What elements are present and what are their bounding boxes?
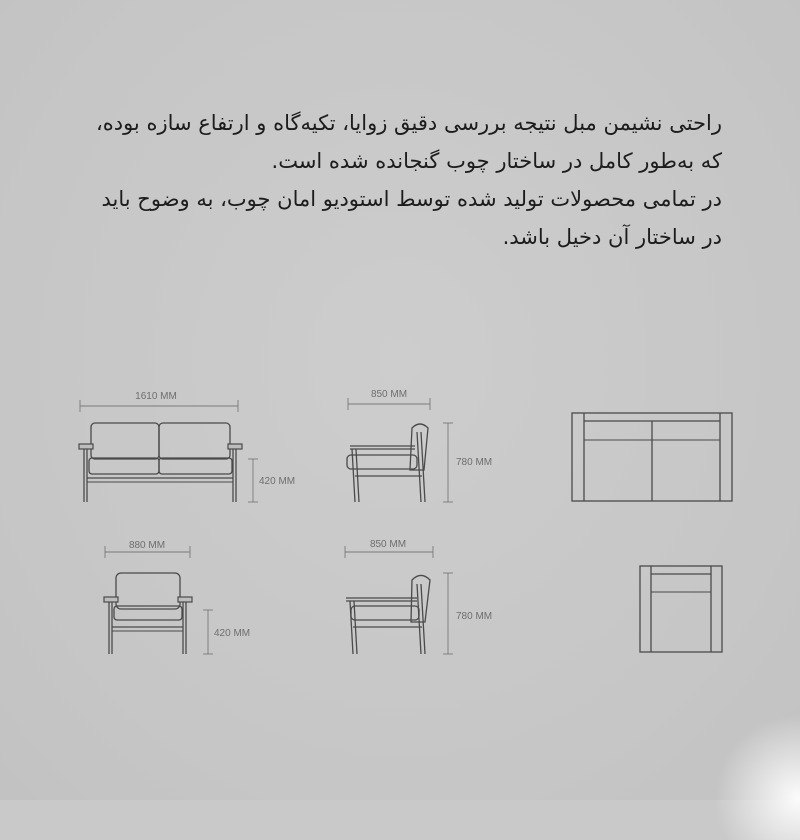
sofa-depth-label: 850 MM bbox=[370, 389, 408, 400]
description-line-1: راحتی نشیمن مبل نتیجه بررسی دقیق زوایا، تکیه‌گاه و ارتفاع سازه بوده، bbox=[95, 111, 722, 135]
description-line-3: در تمامی محصولات تولید شده توسط استودیو امان چوب، به وضوح باید bbox=[101, 187, 722, 211]
chair-top-view bbox=[640, 566, 722, 652]
chair-width-label: 880 MM bbox=[128, 540, 166, 551]
sofa-width-label: 1610 MM bbox=[135, 391, 177, 402]
chair-front-view bbox=[104, 540, 250, 654]
sofa-top-view bbox=[572, 413, 732, 501]
sofa-side-view bbox=[347, 389, 492, 502]
sofa-height-label: 780 MM bbox=[456, 457, 493, 468]
description-line-2: که به‌طور کامل در ساختار چوب گنجانده شده است. bbox=[271, 149, 722, 173]
description-line-4: در ساختار آن دخیل باشد. bbox=[502, 225, 722, 249]
sofa-seat-height-label: 420 MM bbox=[259, 476, 296, 487]
chair-depth-label: 850 MM bbox=[369, 539, 407, 550]
chair-height-label: 780 MM bbox=[456, 611, 493, 622]
chair-side-view bbox=[345, 539, 492, 654]
sofa-front-view bbox=[79, 391, 295, 502]
chair-seat-height-label: 420 MM bbox=[214, 628, 251, 639]
